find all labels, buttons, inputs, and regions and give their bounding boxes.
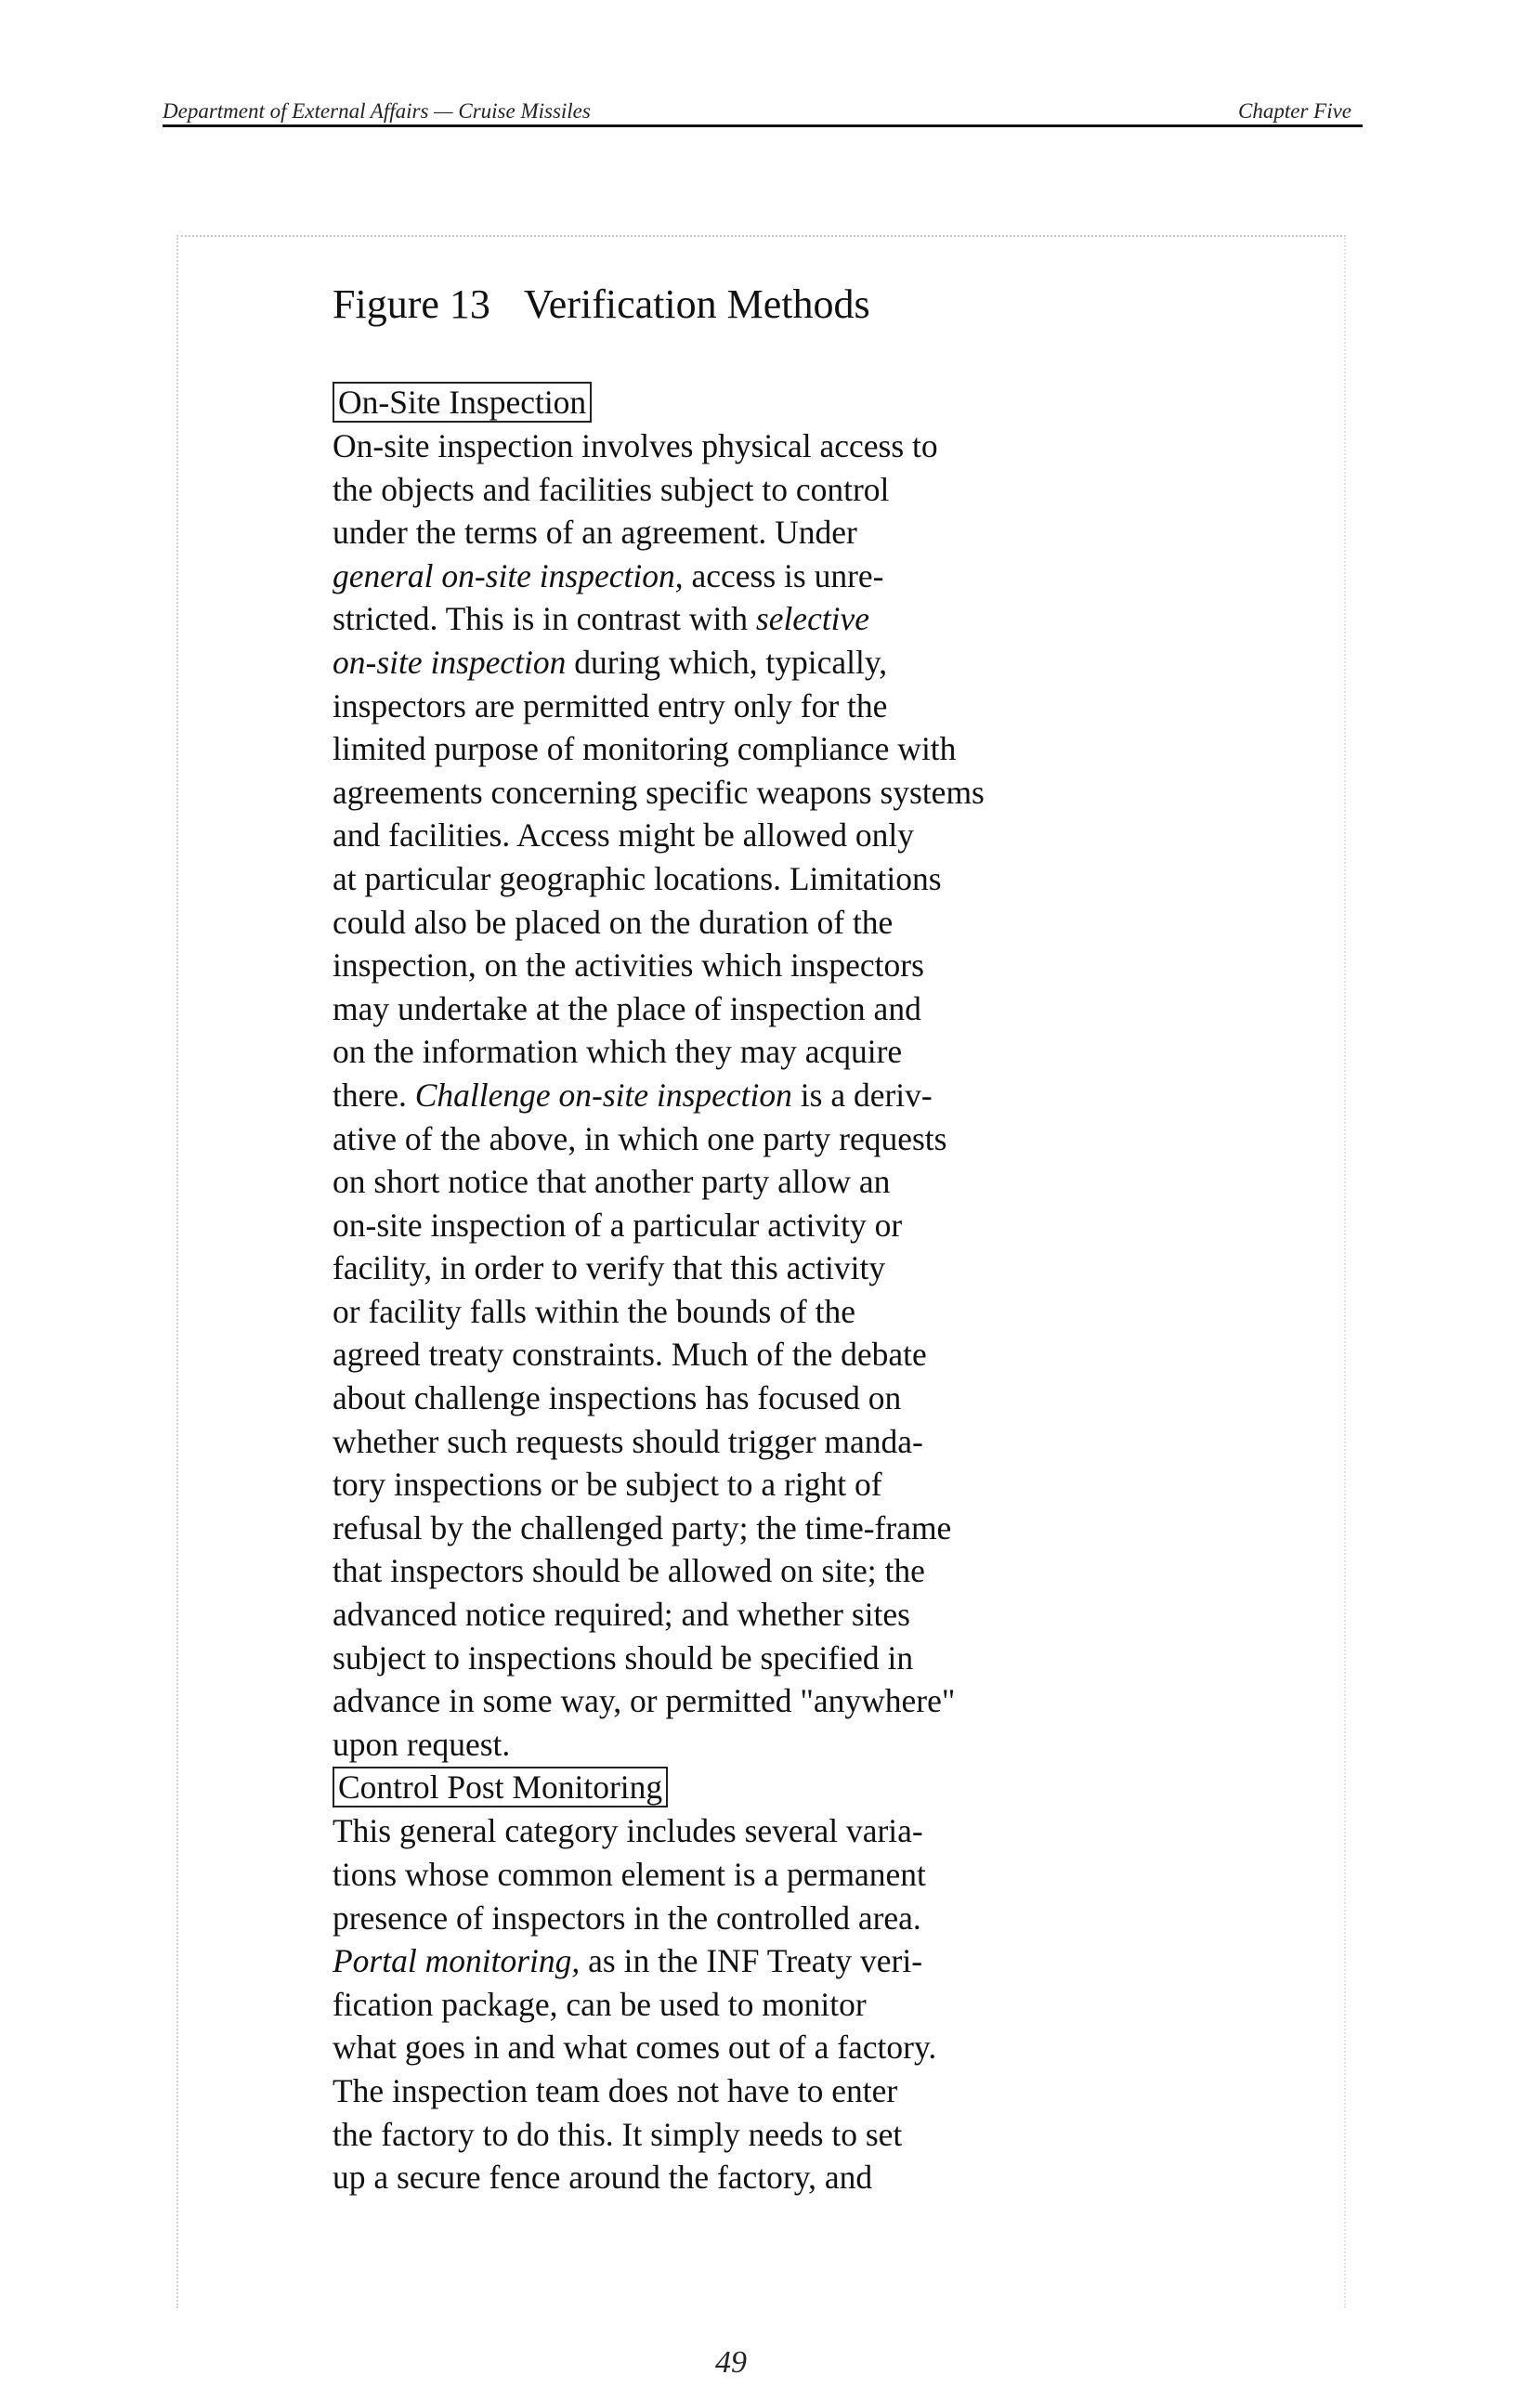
page-number: 49 [715, 2345, 747, 2380]
running-head-title: Department of External Affairs — Cruise Missiles [163, 99, 591, 123]
text-run: is a deriv- [791, 1076, 933, 1114]
text-run: under the terms of an agreement. Under [333, 514, 857, 552]
text-line [333, 857, 1159, 901]
text-run: the factory to do this. It simply needs to set [333, 2115, 903, 2153]
text-line [333, 727, 1159, 771]
text-line [333, 1204, 1159, 1247]
italic-term: general on-site inspection, [333, 556, 684, 594]
figure-number: Figure 13 [333, 281, 490, 327]
text-run: during which, typically, [566, 643, 888, 681]
section [333, 1766, 1159, 2199]
text-line [333, 1939, 1159, 1983]
text-run: as in the INF Treaty veri- [580, 1942, 923, 1980]
text-run: presence of inspectors in the controlled area. [333, 1899, 921, 1937]
text-line [333, 1290, 1159, 1334]
text-run: stricted. This is in contrast with [333, 600, 756, 638]
text-line [333, 1160, 1159, 1204]
italic-term: on-site inspection [333, 643, 567, 681]
text-run: could also be placed on the duration of the [333, 903, 894, 941]
text-line [333, 1030, 1159, 1074]
text-line [333, 597, 1159, 641]
text-line [333, 1549, 1159, 1593]
text-line [333, 1377, 1159, 1420]
text-line [333, 555, 1159, 598]
text-line [333, 901, 1159, 945]
text-line [333, 511, 1159, 555]
text-run: whether such requests should trigger manda- [333, 1422, 923, 1460]
text-run: there. [333, 1076, 415, 1114]
text-run: agreements concerning specific weapons systems [333, 773, 985, 811]
text-line [333, 2069, 1159, 2113]
text-run: on the information which they may acquire [333, 1033, 903, 1071]
figure-body [333, 381, 1159, 2199]
text-line [333, 1420, 1159, 1464]
figure-caption: Verification Methods [523, 281, 870, 327]
text-line [333, 1853, 1159, 1897]
running-head-chapter: Chapter Five [1238, 99, 1351, 123]
text-line [333, 1593, 1159, 1637]
text-run: The inspection team does not have to enter [333, 2071, 898, 2109]
text-run: agreed treaty constraints. Much of the debate [333, 1336, 927, 1374]
text-run: or facility falls within the bounds of the [333, 1292, 855, 1330]
text-run: the objects and facilities subject to control [333, 470, 890, 508]
text-line [333, 468, 1159, 512]
text-run: at particular geographic locations. Limitations [333, 859, 942, 897]
text-line [333, 771, 1159, 815]
text-run: on short notice that another party allow an [333, 1163, 891, 1201]
text-run: subject to inspections should be specified in [333, 1638, 914, 1677]
text-line [333, 1637, 1159, 1680]
text-line [333, 1809, 1159, 1853]
text-line [333, 1117, 1159, 1161]
text-run: refusal by the challenged party; the time-frame [333, 1508, 952, 1546]
text-run: inspectors are permitted entry only for the [333, 686, 888, 724]
text-line [333, 1463, 1159, 1507]
text-run: upon request. [333, 1725, 511, 1763]
text-run: what goes in and what comes out of a factory. [333, 2029, 937, 2067]
text-line [333, 1074, 1159, 1117]
text-line [333, 814, 1159, 857]
text-line [333, 424, 1159, 468]
text-run: that inspectors should be allowed on site; the [333, 1552, 925, 1590]
text-line [333, 2156, 1159, 2199]
text-run: On-site inspection involves physical access to [333, 427, 938, 464]
italic-term: Portal monitoring, [333, 1942, 581, 1980]
section-heading: Control Post Monitoring [333, 1767, 668, 1807]
text-line [333, 1246, 1159, 1290]
text-line [333, 1983, 1159, 2027]
italic-term: Challenge on-site inspection [414, 1076, 792, 1114]
text-run: access is unre- [683, 556, 884, 594]
italic-term: selective [755, 600, 870, 638]
text-run: advanced notice required; and whether sites [333, 1596, 910, 1634]
text-run: and facilities. Access might be allowed only [333, 816, 915, 855]
text-line [333, 1897, 1159, 1940]
text-run: fication package, can be used to monitor [333, 1985, 867, 2023]
text-run: tions whose common element is a permanent [333, 1856, 926, 1893]
section [333, 381, 1159, 1766]
text-line [333, 944, 1159, 987]
text-run: This general category includes several varia- [333, 1812, 923, 1850]
text-run: inspection, on the activities which inspectors [333, 946, 924, 985]
text-line [333, 685, 1159, 728]
text-line [333, 1333, 1159, 1377]
running-head [163, 90, 1361, 127]
text-run: limited purpose of monitoring compliance with [333, 730, 957, 768]
text-run: advance in some way, or permitted "anywhere" [333, 1682, 956, 1720]
text-run: tory inspections or be subject to a right of [333, 1466, 882, 1504]
text-line [333, 987, 1159, 1031]
text-run: may undertake at the place of inspection and [333, 989, 921, 1027]
text-line [333, 2026, 1159, 2069]
text-run: ative of the above, in which one party requests [333, 1119, 947, 1157]
text-run: about challenge inspections has focused on [333, 1379, 902, 1417]
text-line [333, 1507, 1159, 1550]
text-line [333, 1679, 1159, 1723]
text-line [333, 1723, 1159, 1767]
figure-title [333, 281, 870, 328]
header-rule [163, 124, 1363, 127]
text-line [333, 641, 1159, 685]
text-run: facility, in order to verify that this activity [333, 1249, 886, 1287]
text-run: on-site inspection of a particular activity or [333, 1206, 903, 1244]
text-line [333, 2113, 1159, 2157]
section-heading: On-Site Inspection [333, 382, 592, 423]
text-run: up a secure fence around the factory, and [333, 2159, 873, 2197]
